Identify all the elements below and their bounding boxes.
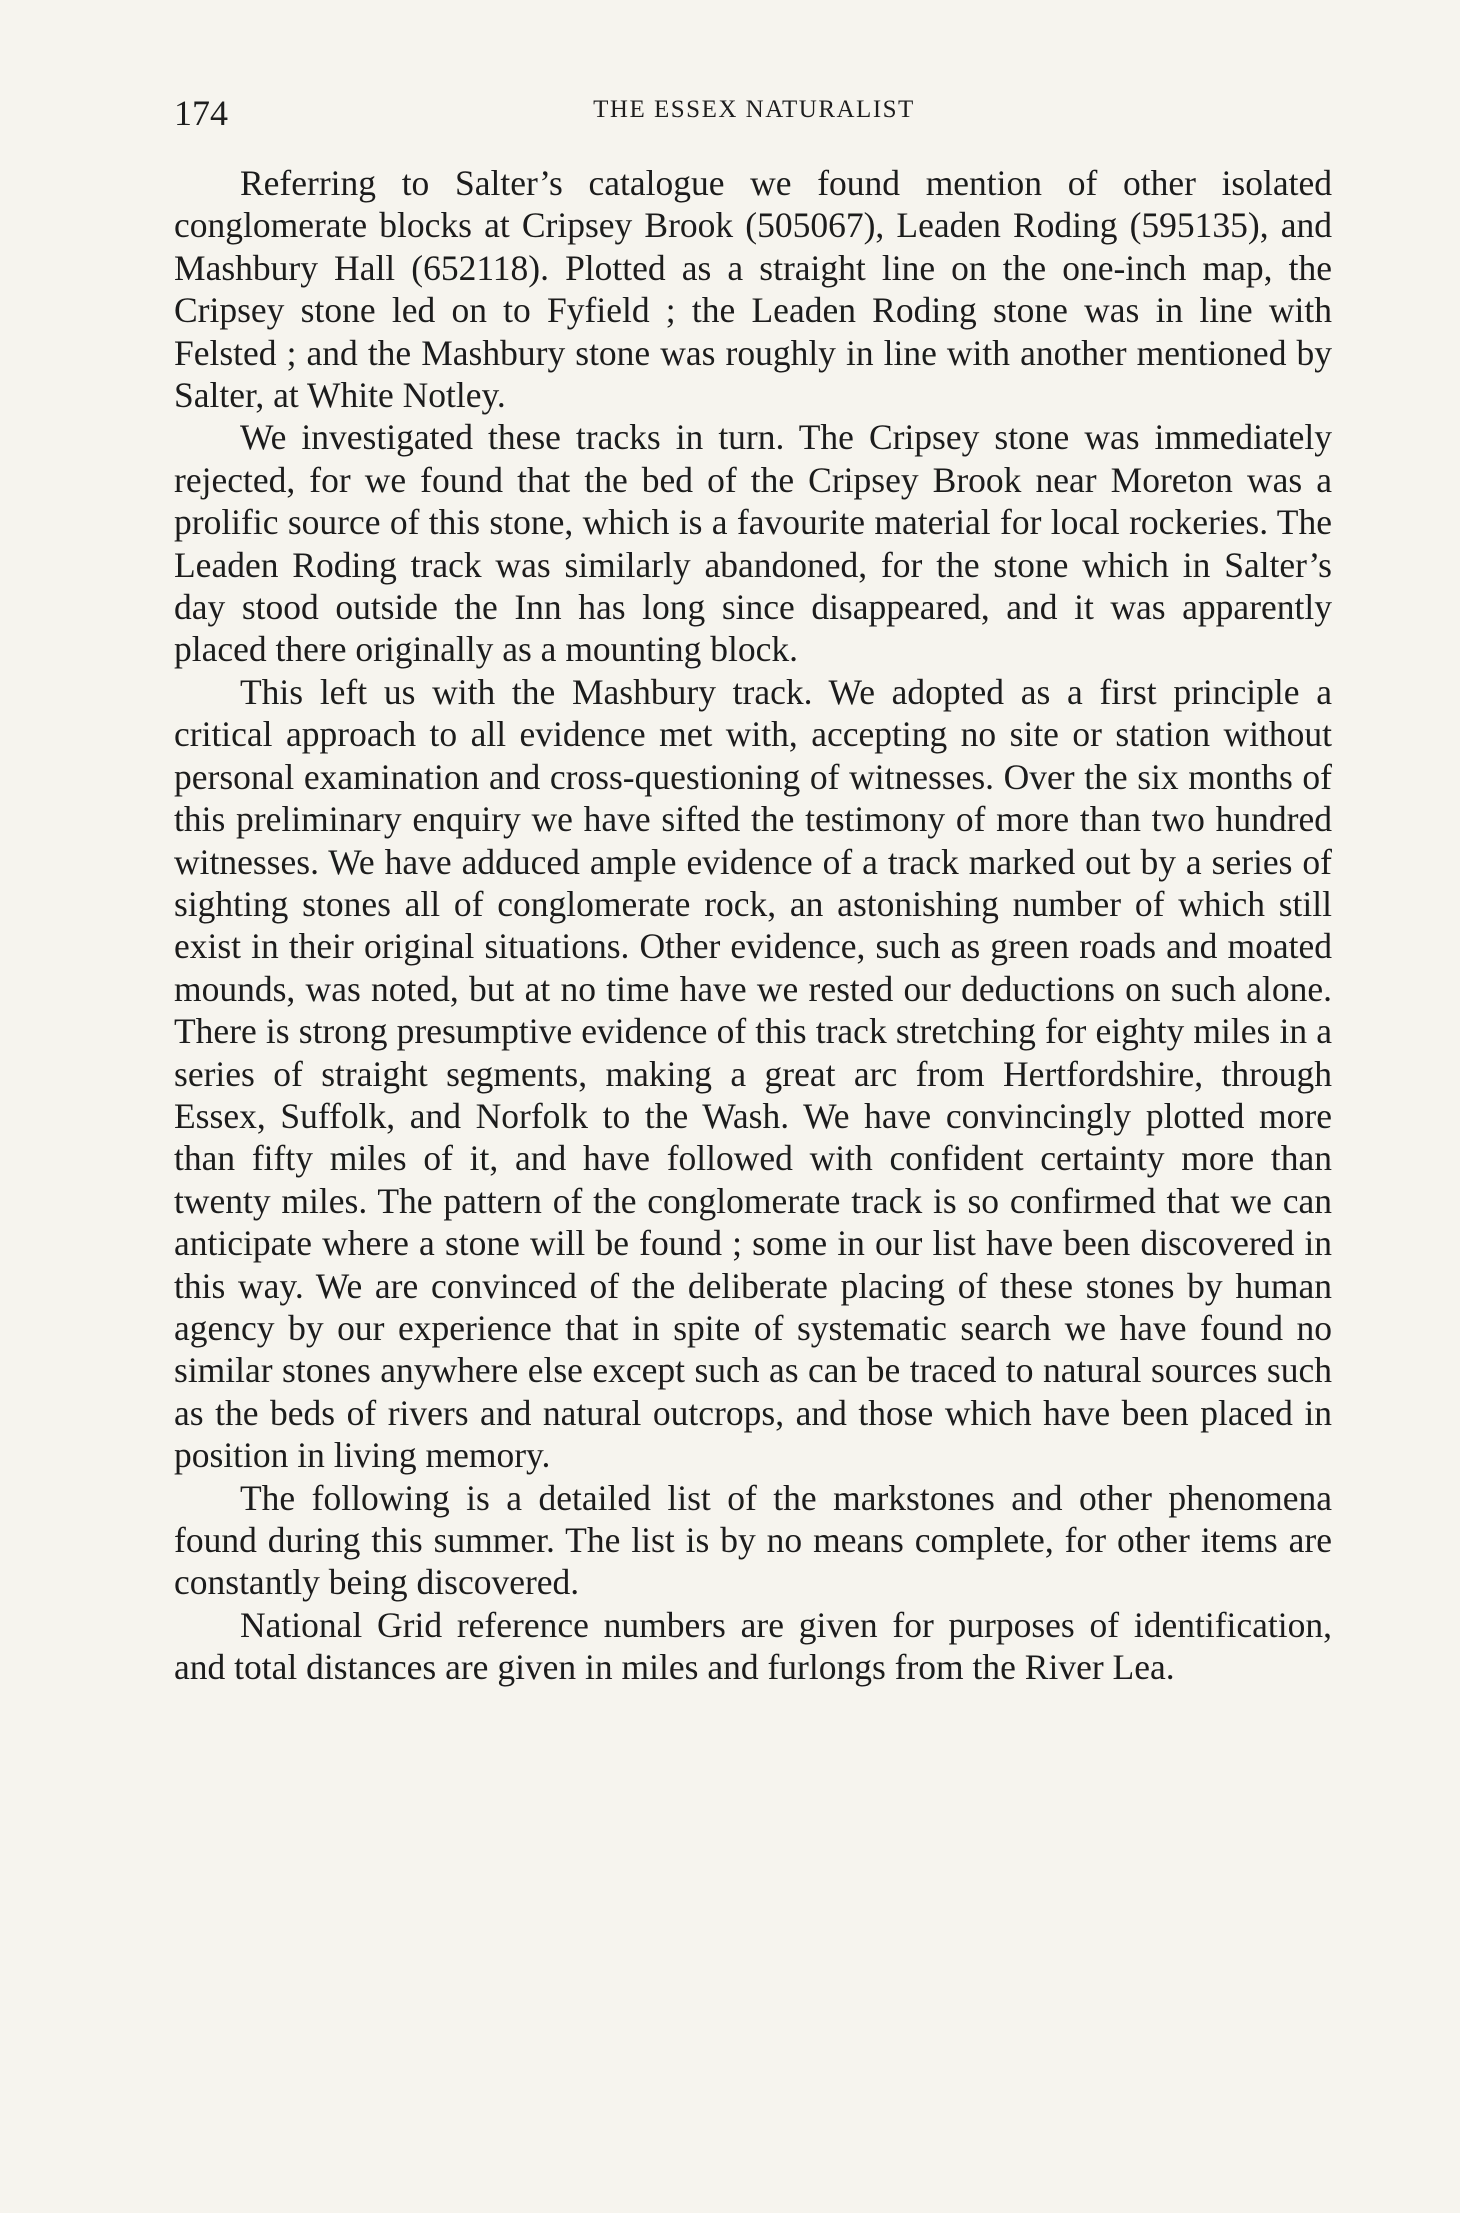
body-text xyxy=(174,162,1332,1689)
journal-title: THE ESSEX NATURALIST xyxy=(593,96,915,123)
paragraph-investigated-tracks: We investigated these tracks in turn. The Cripsey stone was immediately rejected, for we found that the bed of the Cripsey Brook near Moreton was a prolific source of this stone, which is a favourite material for local rockeries. The Leaden Roding track was similarly abandoned, for the stone which in Salter’s day stood outside the Inn has long since disappeared, and it was apparently placed there originally as a mounting block. xyxy=(174,417,1332,670)
paragraph-mashbury-track: This left us with the Mashbury track. We adopted as a first principle a critical approach to all evidence met with, accepting no site or station without personal examination and cross-questioning of witnesses. Over the six months of this preliminary enquiry we have sifted the testimony of more than two hundred witnesses. We have adduced ample evidence of a track marked out by a series of sighting stones all of conglomerate rock, an astonishing number of which still exist in their original situations. Other evidence, such as green roads and moated mounds, was noted, but at no time have we rested our deductions on such alone. There is strong presumptive evidence of this track stretching for eighty miles in a series of straight segments, making a great arc from Hertfordshire, through Essex, Suffolk, and Norfolk to the Wash. We have convincingly plotted more than fifty miles of it, and have followed with confident certainty more than twenty miles. The pattern of the conglomerate track is so confirmed that we can anticipate where a stone will be found ; some in our list have been discovered in this way. We are convinced of the deliberate placing of these stones by human agency by our experience that in spite of systematic search we have found no similar stones anywhere else except such as can be traced to natural sources such as the beds of rivers and natural outcrops, and those which have been placed in position in living memory. xyxy=(174,671,1332,1476)
paragraph-grid-references: National Grid reference numbers are given for purposes of identification, and total distances are given in miles and furlongs from the River Lea. xyxy=(174,1604,1332,1688)
paragraph-salters-catalogue: Referring to Salter’s catalogue we found mention of other isolated conglomerate blocks at Cripsey Brook (505067), Leaden Roding (595135), and Mashbury Hall (652118). Plotted as a straight line on the one-inch map, the Cripsey stone led on to Fyfield ; the Leaden Roding stone was in line with Felsted ; and the Mashbury stone was roughly in line with another mentioned by Salter, at White Notley. xyxy=(174,163,1332,416)
running-head xyxy=(174,86,1334,142)
page-number: 174 xyxy=(174,93,228,133)
paragraph-detailed-list: The following is a detailed list of the markstones and other phenomena found during this summer. The list is by no means complete, for other items are constantly being discovered. xyxy=(174,1477,1332,1603)
